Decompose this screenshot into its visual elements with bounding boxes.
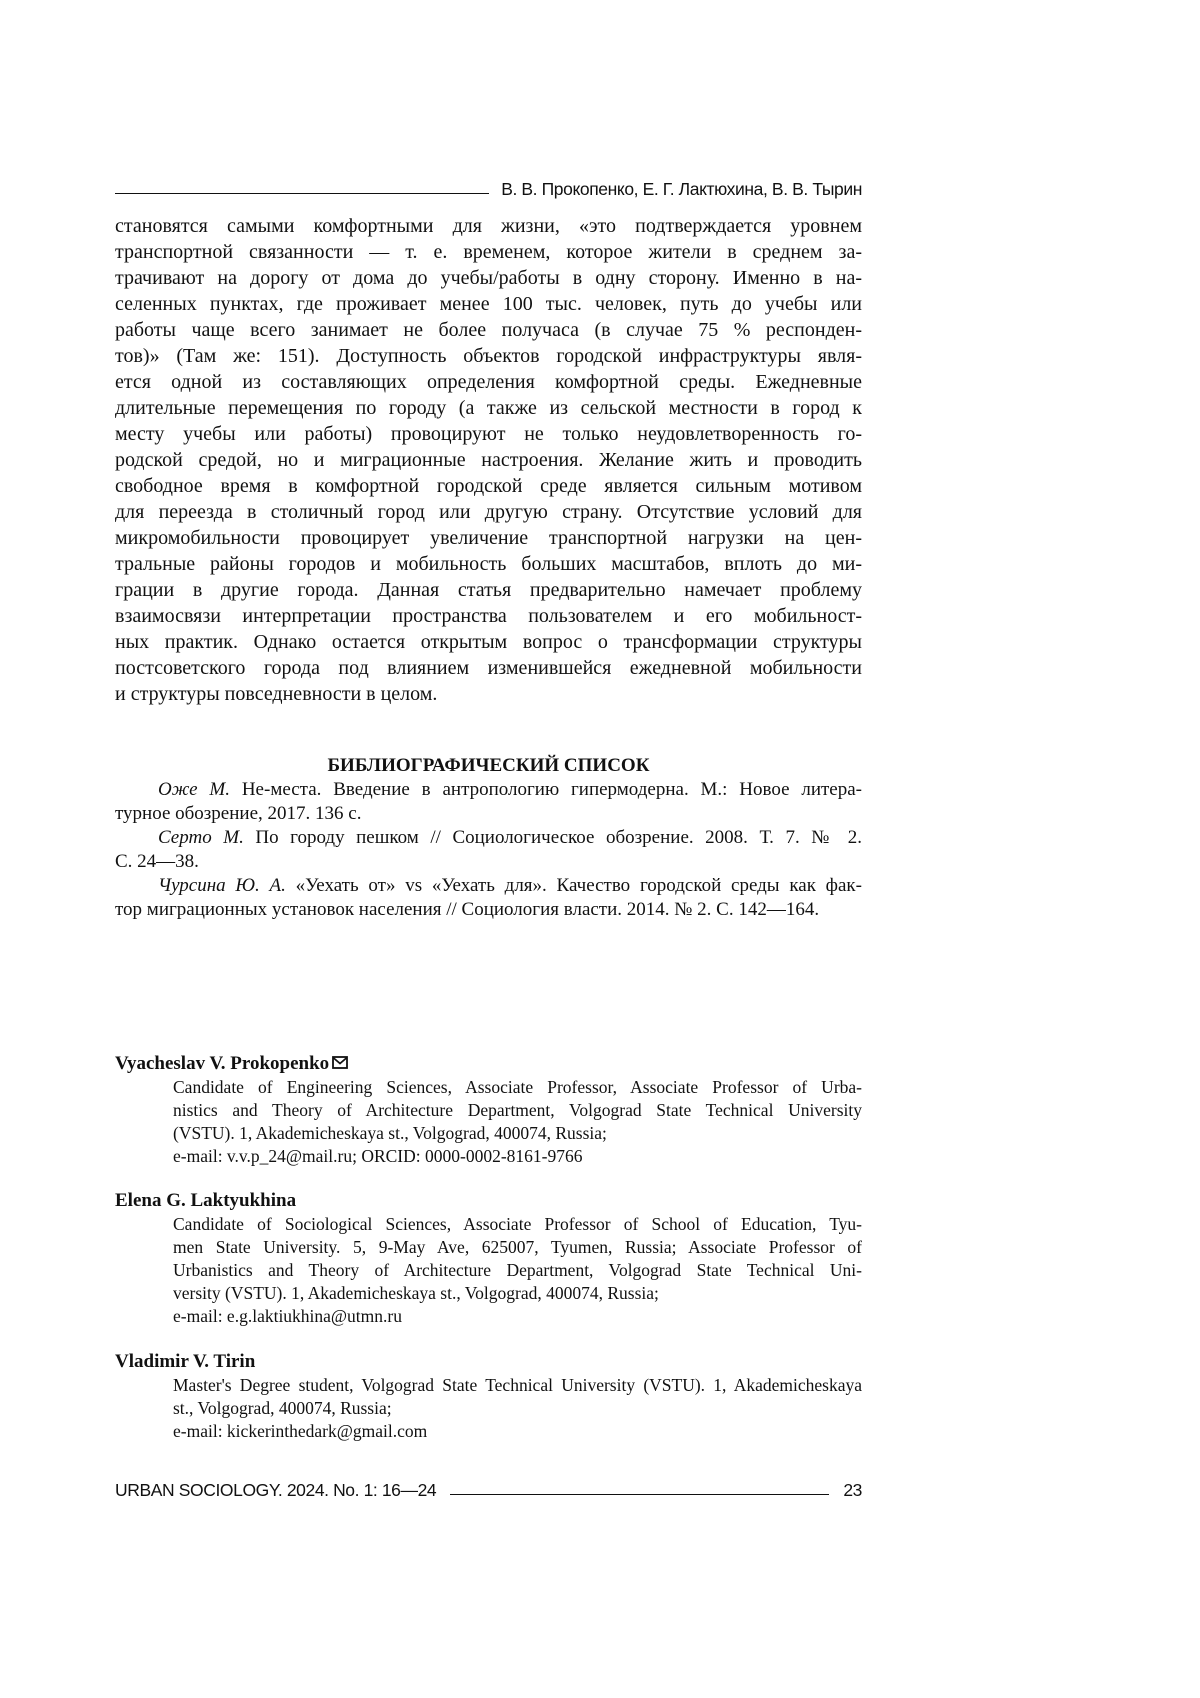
author-info-laktyukhina [115, 1189, 862, 1328]
header-rule [115, 193, 489, 194]
body-line: постсоветского города под влиянием изменившейся ежедневной мобильности [115, 657, 862, 679]
body-line: ных практик. Однако остается открытым вопрос о трансформации структуры [115, 631, 862, 653]
bibliography-entry-continuation: тор миграционных установок населения // Социология власти. 2014. № 2. С. 142—164. [115, 899, 820, 920]
bibliography-entry [115, 778, 862, 802]
bibliography-entry-continuation: турное обозрение, 2017. 136 с. [115, 803, 362, 824]
body-line: трачивают на дорогу от дома до учебы/работы в одну сторону. Именно в на- [115, 267, 862, 289]
author-detail-line: (VSTU). 1, Akademicheskaya st., Volgograd, 400074, Russia; [173, 1123, 607, 1143]
bibliography-text: «Уехать от» vs «Уехать для». Качество городской среды как фак- [285, 875, 862, 896]
body-line: свободное время в комфортной городской среде является сильным мотивом [115, 475, 862, 497]
bibliography-list [115, 778, 862, 922]
author-detail-line: Candidate of Engineering Sciences, Associate Professor, Associate Professor of Urba- [173, 1077, 862, 1097]
header-authors: В. В. Прокопенко, Е. Г. Лактюхина, В. В. Тырин [501, 179, 862, 199]
author-email-line: e-mail: e.g.laktiukhina@utmn.ru [173, 1306, 402, 1326]
bibliography-author: Серто М. [158, 827, 244, 848]
author-email-line: e-mail: v.v.p_24@mail.ru; ORCID: 0000-0002-8161-9766 [173, 1146, 583, 1166]
author-detail-line: nistics and Theory of Architecture Department, Volgograd State Technical University [173, 1100, 862, 1120]
running-footer [115, 1475, 862, 1501]
body-line: работы чаще всего занимает не более получаса (в случае 75 % респонден- [115, 319, 862, 341]
body-line: взаимосвязи интерпретации пространства пользователем и его мобильност- [115, 605, 862, 627]
bibliography-entry [115, 874, 862, 898]
author-detail-line: Master's Degree student, Volgograd State Technical University (VSTU). 1, Akademicheskaya [173, 1375, 862, 1395]
body-line: грации в другие города. Данная статья предварительно намечает проблему [115, 579, 862, 601]
footer-rule [450, 1494, 829, 1495]
author-name-line [115, 1052, 862, 1076]
bibliography-entry-continuation: С. 24—38. [115, 851, 199, 872]
bibliography-text: По городу пешком // Социологическое обозрение. 2008. Т. 7. № 2. [243, 827, 862, 848]
body-line: родской средой, но и миграционные настроения. Желание жить и проводить [115, 449, 862, 471]
body-line: тральные районы городов и мобильность больших масштабов, вплоть до ми- [115, 553, 862, 575]
author-detail-line: versity (VSTU). 1, Akademicheskaya st., Volgograd, 400074, Russia; [173, 1283, 659, 1303]
body-line: и структуры повседневности в целом. [115, 683, 438, 705]
footer-journal: URBAN SOCIOLOGY. 2024. No. 1: 16—24 [115, 1480, 437, 1500]
body-line: ется одной из составляющих определения комфортной среды. Ежедневные [115, 371, 862, 393]
author-info-prokopenko [115, 1052, 862, 1168]
bibliography-author: Оже М. [158, 779, 230, 800]
body-line: для переезда в столичный город или другую страну. Отсутствие условий для [115, 501, 862, 523]
body-line: длительные перемещения по городу (а также из сельской местности в город к [115, 397, 862, 419]
body-line: месту учебы или работы) провоцируют не только неудовлетворенность го- [115, 423, 862, 445]
author-email-line: e-mail: kickerinthedark@gmail.com [173, 1421, 428, 1441]
running-header [115, 174, 862, 200]
bibliography-text: Не-места. Введение в антропологию гипермодерна. М.: Новое литера- [230, 779, 862, 800]
author-name: Elena G. Laktyukhina [115, 1190, 297, 1211]
author-detail-line: st., Volgograd, 400074, Russia; [173, 1398, 392, 1418]
bibliography-author: Чурсина Ю. А. [158, 875, 286, 896]
envelope-icon [332, 1052, 348, 1076]
page-number: 23 [843, 1480, 862, 1500]
body-line: тов)» (Там же: 151). Доступность объектов городской инфраструктуры явля- [115, 345, 862, 367]
bibliography-entry [115, 826, 862, 850]
author-name-line [115, 1350, 862, 1374]
author-info-tirin [115, 1350, 862, 1443]
author-name-line [115, 1189, 862, 1213]
author-details [173, 1076, 862, 1168]
author-name: Vyacheslav V. Prokopenko [115, 1053, 330, 1074]
body-line: транспортной связанности — т. е. временем, которое жители в среднем за- [115, 241, 862, 263]
author-detail-line: Urbanistics and Theory of Architecture Department, Volgograd State Technical Uni- [173, 1260, 862, 1280]
author-details [173, 1213, 862, 1328]
body-line: становятся самыми комфортными для жизни, «это подтверждается уровнем [115, 215, 862, 237]
author-details [173, 1374, 862, 1443]
author-detail-line: Candidate of Sociological Sciences, Associate Professor of School of Education, Tyu- [173, 1214, 862, 1234]
body-line: селенных пунктах, где проживает менее 100 тыс. человек, путь до учебы или [115, 293, 862, 315]
author-detail-line: men State University. 5, 9-May Ave, 625007, Tyumen, Russia; Associate Professor of [173, 1237, 862, 1257]
bibliography-title: БИБЛИОГРАФИЧЕСКИЙ СПИСОК [327, 755, 650, 776]
body-paragraph [115, 213, 862, 707]
body-line: микромобильности провоцирует увеличение транспортной нагрузки на цен- [115, 527, 862, 549]
author-name: Vladimir V. Tirin [115, 1351, 256, 1372]
